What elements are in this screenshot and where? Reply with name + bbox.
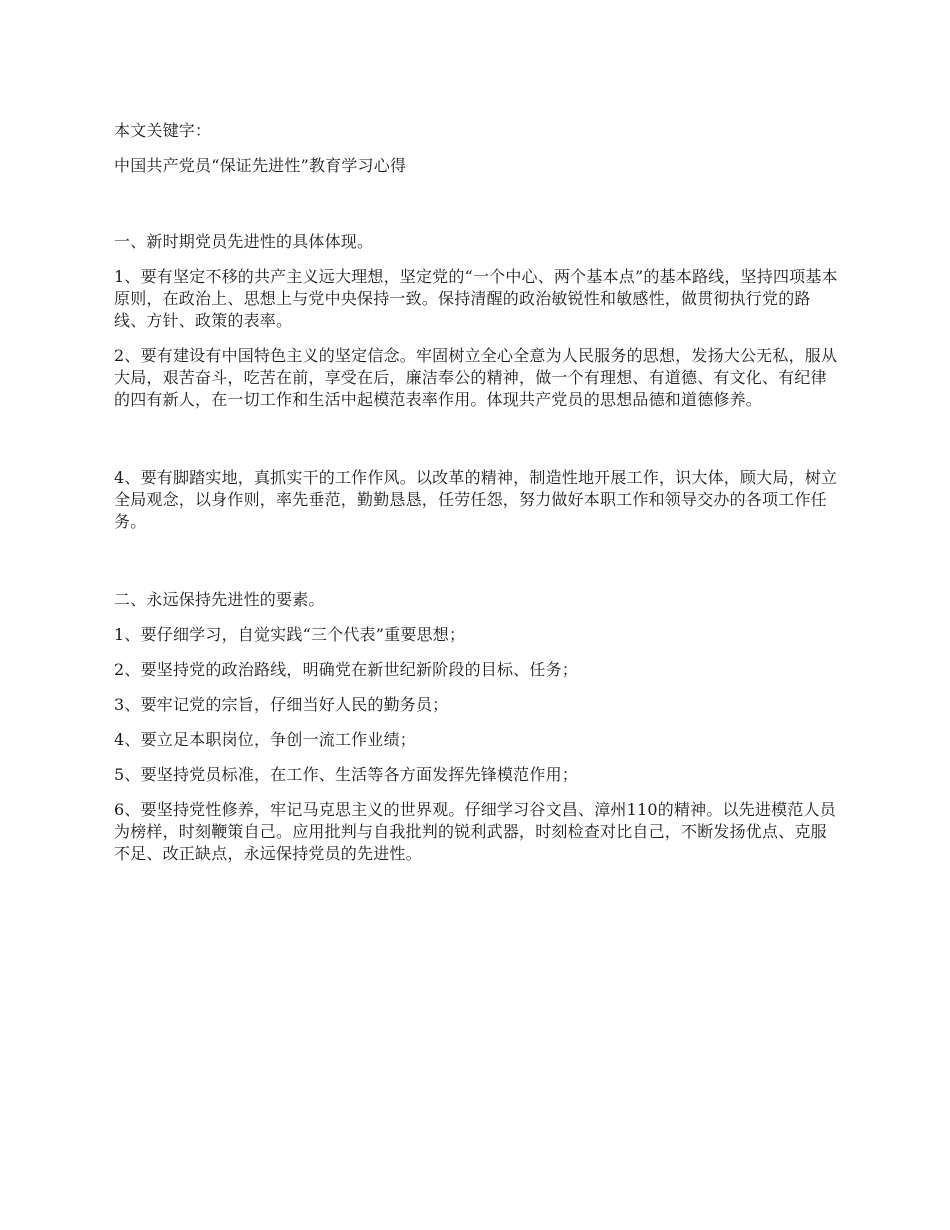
section-1-item-2: 2、要有建设有中国特色主义的坚定信念。牢固树立全心全意为人民服务的思想，发扬大公无私，服从大局，艰苦奋斗，吃苦在前，享受在后，廉洁奉公的精神，做一个有理想、有道德、有文化、有纪律的四有新人，在一切工作和生活中起模范表率作用。体现共产党员的思想品德和道德修养。 (114, 346, 838, 409)
keywords-label: 本文关键字： (114, 121, 212, 140)
section-2-item-2: 2、要坚持党的政治路线，明确党在新世纪新阶段的目标、任务； (114, 660, 578, 679)
section-1-heading: 一、新时期党员先进性的具体体现。 (114, 232, 374, 251)
section-2-item-6: 6、要坚持党性修养，牢记马克思主义的世界观。仔细学习谷文昌、漳州110的精神。以先进模范人员为榜样，时刻鞭策自己。应用批判与自我批判的锐利武器，时刻检查对比自己，不断发扬优点、克服不足、改正缺点，永远保持党员的先进性。 (114, 800, 836, 863)
section-1-item-4: 4、要有脚踏实地，真抓实干的工作作风。以改革的精神，制造性地开展工作，识大体，顾大局，树立全局观念，以身作则，率先垂范，勤勤恳恳，任劳任怨，努力做好本职工作和领导交办的各项工作任务。 (114, 468, 838, 531)
section-2-item-5: 5、要坚持党员标准，在工作、生活等各方面发挥先锋模范作用； (114, 765, 578, 784)
document-title: 中国共产党员“保证先进性”教育学习心得 (114, 156, 407, 175)
section-2-heading: 二、永远保持先进性的要素。 (114, 590, 325, 609)
section-1-item-1: 1、要有坚定不移的共产主义远大理想，坚定党的“一个中心、两个基本点”的基本路线，坚持四项基本原则，在政治上、思想上与党中央保持一致。保持清醒的政治敏锐性和敏感性，做贯彻执行党的路线、方针、政策的表率。 (114, 267, 838, 330)
document-body (114, 120, 842, 865)
section-2-item-4: 4、要立足本职岗位，争创一流工作业绩； (114, 730, 416, 749)
section-2-item-1: 1、要仔细学习，自觉实践“三个代表”重要思想； (114, 625, 466, 644)
section-2-item-3: 3、要牢记党的宗旨，仔细当好人民的勤务员； (114, 695, 449, 714)
